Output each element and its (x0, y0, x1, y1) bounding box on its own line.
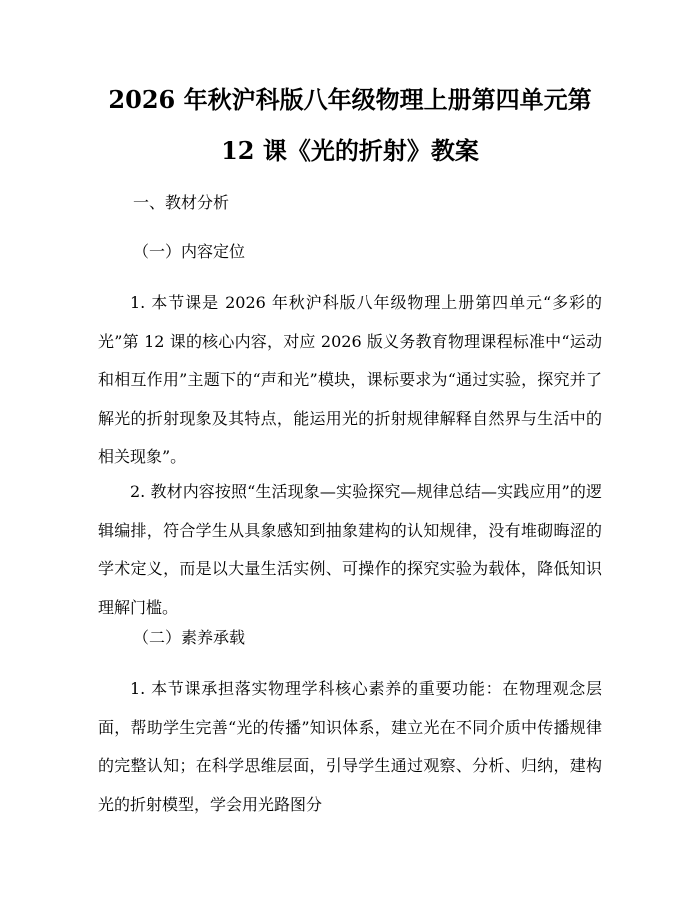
document-title-line-1: 2026 年秋沪科版八年级物理上册第四单元第 (108, 85, 592, 114)
section-heading-textbook-analysis: 一、教材分析 (133, 193, 230, 212)
paragraph-content-positioning-1: 1. 本节课是 2026 年秋沪科版八年级物理上册第四单元“多彩的光”第 12 课的核心内容，对应 2026 版义务教育物理课程标准中“运动和相互作用”主题下的“声和光”模块，课标要求为“通过实验，探究并了解光的折射现象及其特点，能运用光的折射规律解释自然界与生活中的相关现象”。 (98, 293, 602, 466)
subsection-heading-literacy: （二）素养承载 (133, 628, 246, 647)
document-title-line-2: 12 课《光的折射》教案 (221, 136, 479, 165)
paragraph-content-positioning-2: 2. 教材内容按照“生活现象—实验探究—规律总结—实践应用”的逻辑编排，符合学生从具象感知到抽象建构的认知规律，没有堆砌晦涩的学术定义，而是以大量生活实例、可操作的探究实验为载体，降低知识理解门槛。 (98, 482, 602, 617)
subsection-heading-content-positioning: （一）内容定位 (133, 242, 246, 261)
paragraph-literacy-1: 1. 本节课承担落实物理学科核心素养的重要功能：在物理观念层面，帮助学生完善“光的传播”知识体系，建立光在不同介质中传播规律的完整认知；在科学思维层面，引导学生通过观察、分析、归纳，建构光的折射模型，学会用光路图分 (98, 679, 602, 814)
